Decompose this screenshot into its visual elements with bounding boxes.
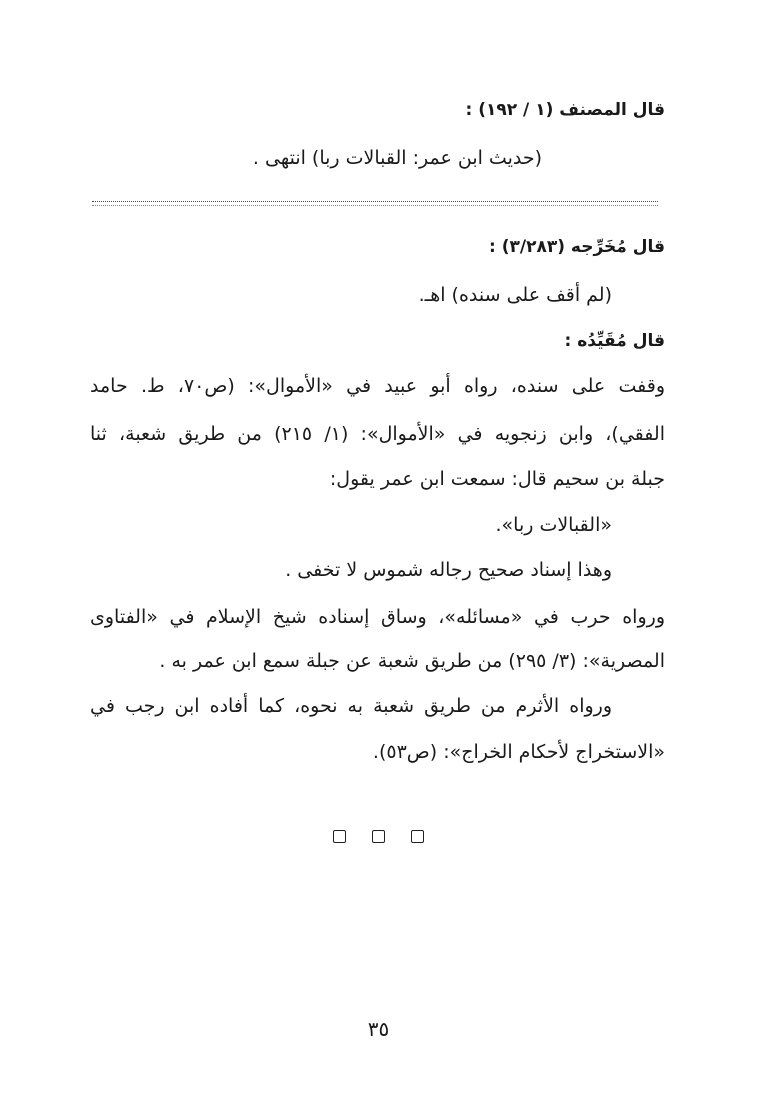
- body-line-5: وهذا إسناد صحيح رجاله شموس لا تخفى .: [285, 559, 612, 581]
- body-line-4: «القبالات ربا».: [495, 514, 612, 536]
- body-line-8: ورواه الأثرم من طريق شعبة به نحوه، كما أفاده ابن رجب في: [90, 695, 612, 717]
- section-end-ornaments: [0, 830, 757, 843]
- body-line-6: ورواه حرب في «مسائله»، وساق إسناده شيخ الإسلام في «الفتاوى: [90, 606, 665, 628]
- body-line-2: الفقي)، وابن زنجويه في «الأموال»: (١/ ٢١٥) من طريق شعبة، ثنا: [90, 423, 665, 445]
- body-line-1: وقفت على سنده، رواه أبو عبيد في «الأموال»: (ص٧٠، ط. حامد: [90, 375, 666, 397]
- body-line-7: المصرية»: (٣/ ٢٩٥) من طريق شعبة عن جبلة سمع ابن عمر به .: [159, 650, 665, 672]
- section-divider: [92, 201, 658, 206]
- page-number: ٣٥: [367, 1017, 390, 1041]
- ornament-square-icon: [372, 830, 385, 843]
- mukharrij-heading: قال مُخَرِّجه (٣/٢٨٣) :: [488, 237, 665, 257]
- author-heading: قال المصنف (١ / ١٩٢) :: [465, 100, 665, 120]
- body-line-9: «الاستخراج لأحكام الخراج»: (ص٥٣).: [372, 741, 665, 763]
- ornament-square-icon: [333, 830, 346, 843]
- muqayyid-heading: قال مُقَيِّدُه :: [564, 331, 665, 351]
- mukharrij-quote: (لم أقف على سنده) اهـ.: [418, 284, 612, 306]
- ornament-square-icon: [411, 830, 424, 843]
- body-line-3: جبلة بن سحيم قال: سمعت ابن عمر يقول:: [329, 468, 665, 490]
- hadith-quote: (حديث ابن عمر: القبالات ربا) انتهى .: [252, 147, 542, 169]
